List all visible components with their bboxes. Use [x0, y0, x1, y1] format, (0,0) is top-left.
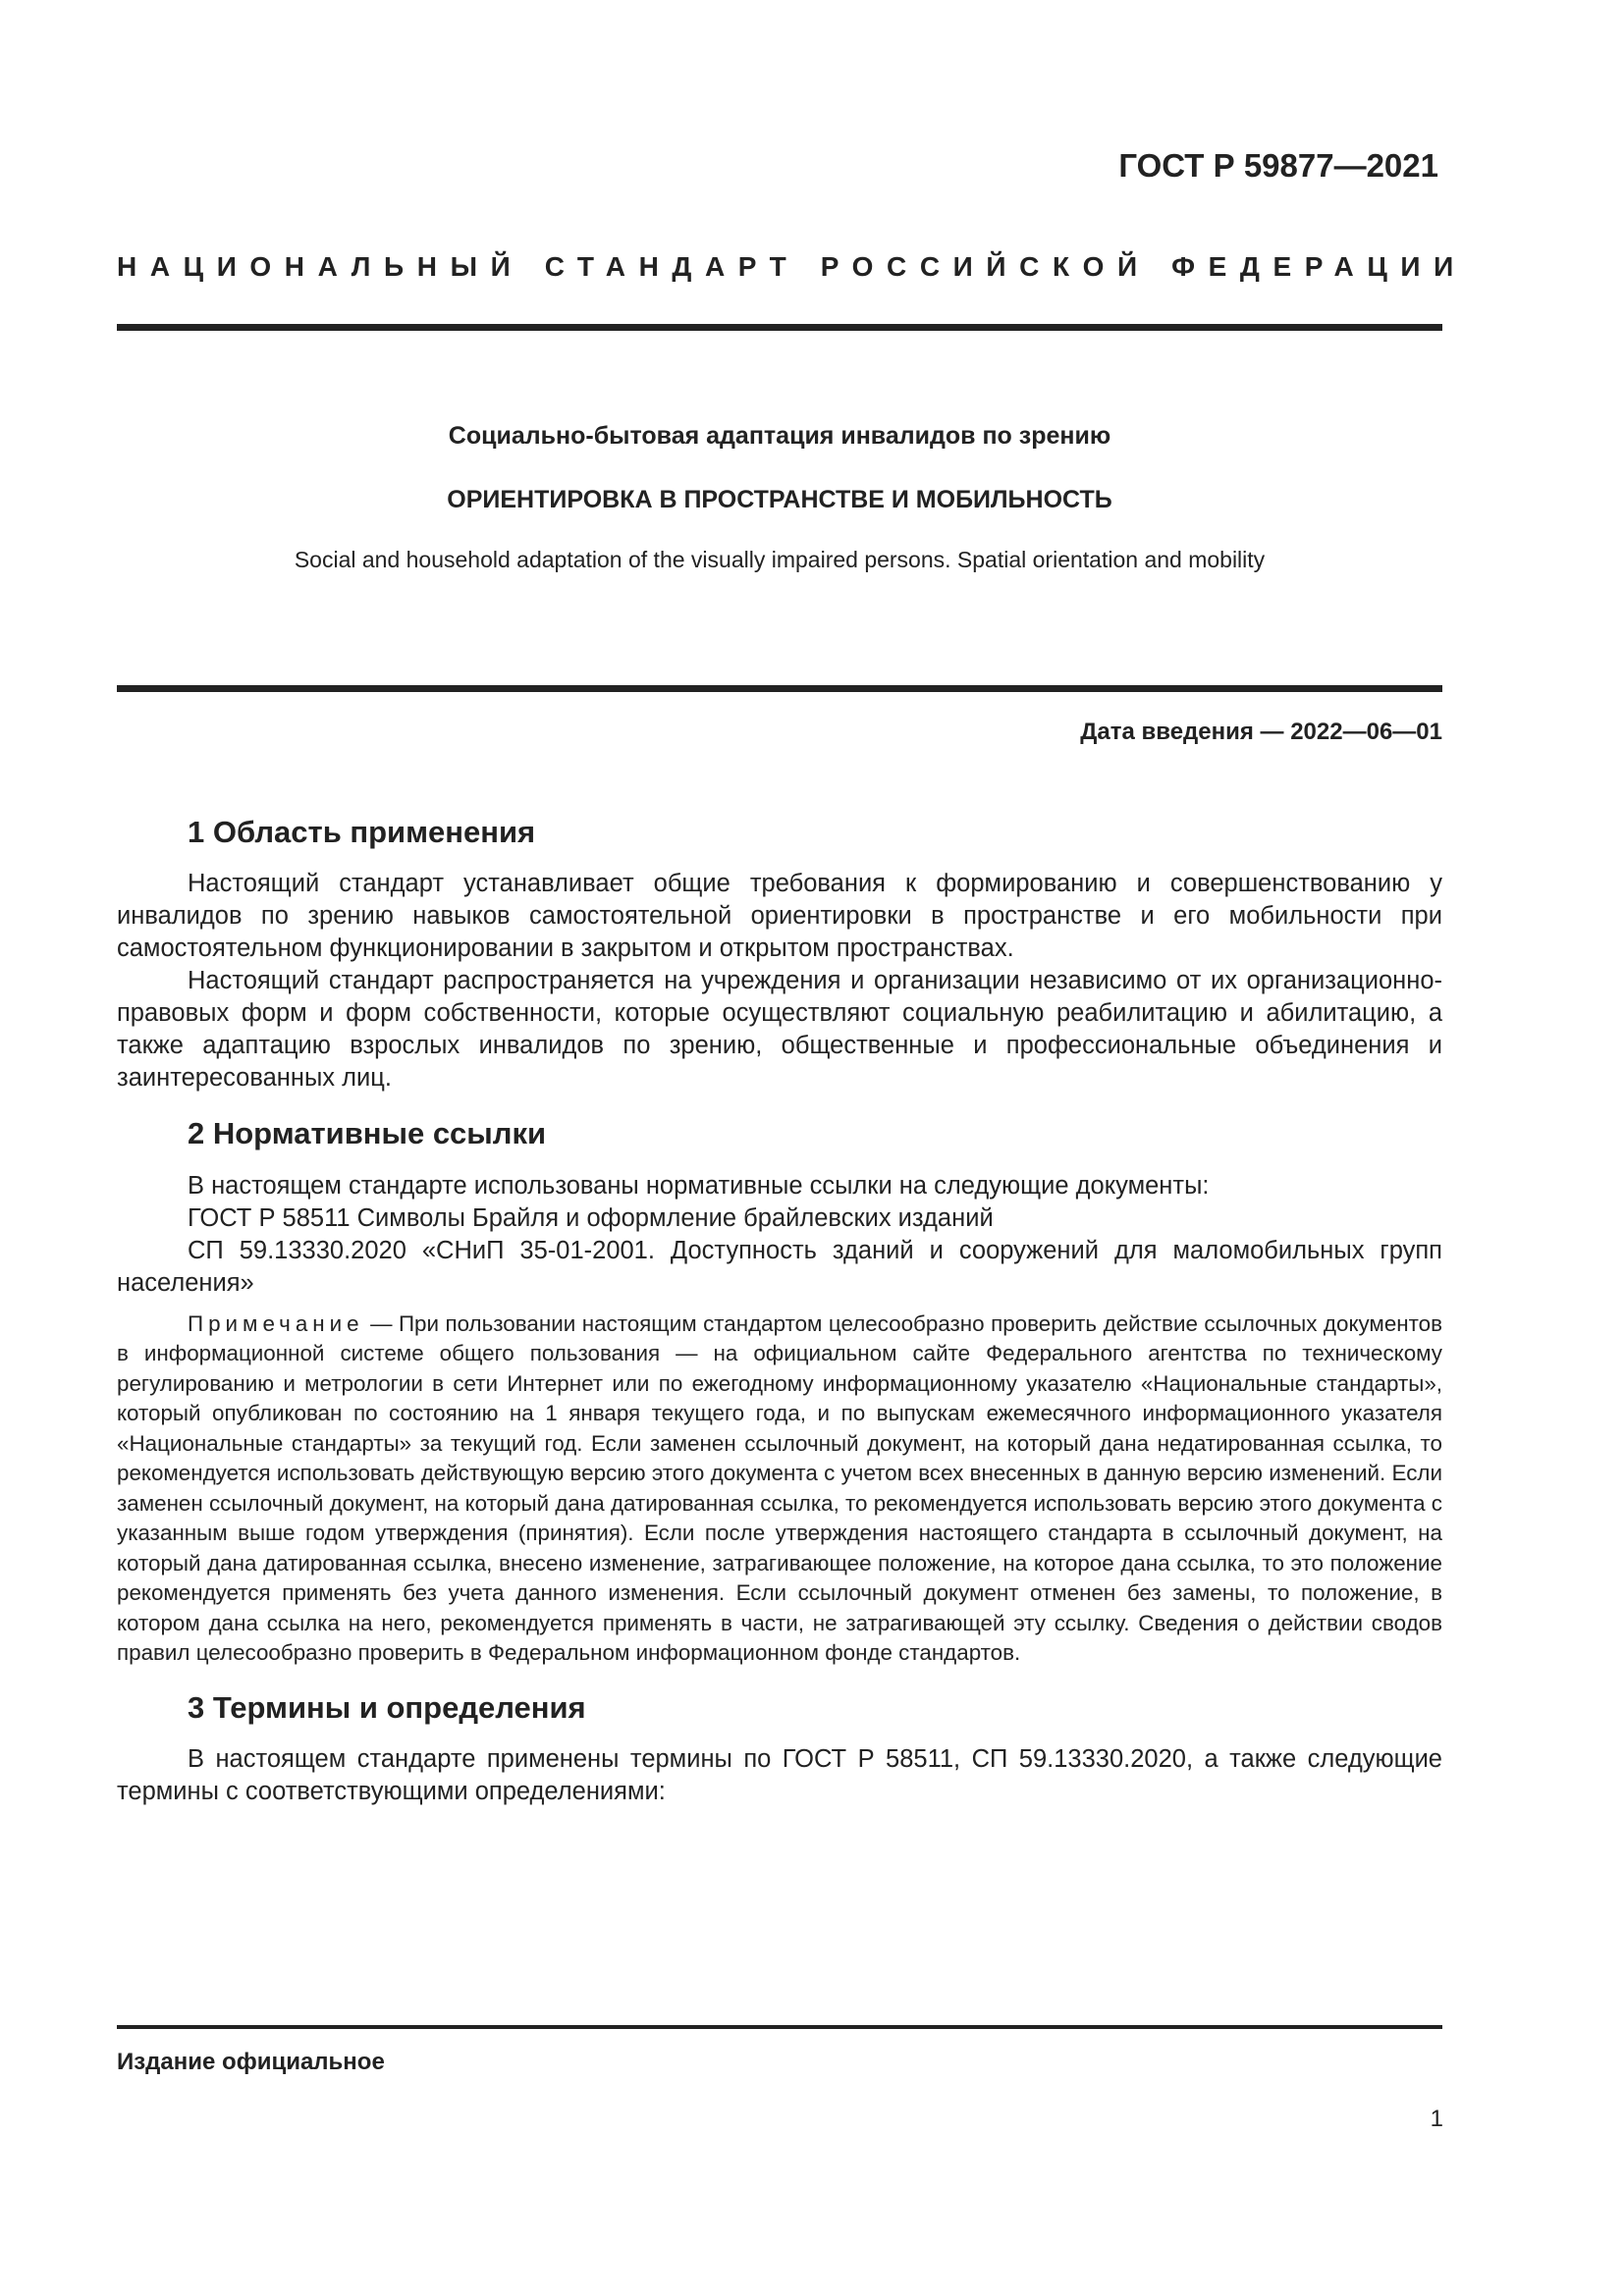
- title-divider: [117, 685, 1442, 692]
- note-label: Примечание: [188, 1310, 364, 1336]
- page-number: 1: [1430, 2106, 1443, 2132]
- header-divider: [117, 324, 1442, 331]
- section-2-note: [117, 1309, 1442, 1669]
- title-subtitle-ru: Социально-бытовая адаптация инвалидов по зрению: [448, 422, 1111, 450]
- section-2-reference-1: ГОСТ Р 58511 Символы Брайля и оформление брайлевских изданий: [188, 1203, 994, 1232]
- document-body: [117, 813, 1442, 1808]
- title-english: Social and household adaptation of the visually impaired persons. Spatial orientation and mobility: [294, 547, 1266, 572]
- footer-divider: [117, 2025, 1442, 2029]
- section-1-paragraph-2: Настоящий стандарт распространяется на учреждения и организации независимо от их организационно-правовых форм и форм собственности, которые осуществляют социальную реабилитацию и абилитацию, а также адаптацию взрослых инвалидов по зрению, общественные и профессиональные объединения и заинтересованных лиц.: [117, 967, 1442, 1093]
- introduction-date: Дата введения — 2022—06—01: [1080, 719, 1442, 745]
- edition-label: Издание официальное: [117, 2049, 385, 2075]
- section-2-reference-2: СП 59.13330.2020 «СНиП 35-01-2001. Доступность зданий и сооружений для маломобильных групп населения»: [117, 1236, 1442, 1297]
- section-1-heading: 1 Область применения: [188, 815, 536, 849]
- section-2-heading: 2 Нормативные ссылки: [188, 1116, 547, 1151]
- section-2-paragraph-1: В настоящем стандарте использованы нормативные ссылки на следующие документы:: [188, 1171, 1210, 1200]
- section-1-paragraph-1: Настоящий стандарт устанавливает общие требования к формированию и совершенствованию у инвалидов по зрению навыков самостоятельной ориентировки в пространстве и его мобильности при самостоятельном функционировании в закрытом и открытом пространствах.: [117, 870, 1442, 963]
- section-3-paragraph-1: В настоящем стандарте применены термины по ГОСТ Р 58511, СП 59.13330.2020, а также следующие термины с соответствующими определениями:: [117, 1744, 1442, 1805]
- note-text: — При пользовании настоящим стандартом целесообразно проверить действие ссылочных документов в информационной системе общего пользования — на официальном сайте Федерального агентства по техническому регулированию и метрологии в сети Интернет или по ежегодному информационному указателю «Национальные стандарты», который опубликован по состоянию на 1 января текущего года, и по выпускам ежемесячного информационного указателя «Национальные стандарты» за текущий год. Если заменен ссылочный документ, на который дана недатированная ссылка, то рекомендуется использовать действующую версию этого документа с учетом всех внесенных в данную версию изменений. Если заменен ссылочный документ, на который дана датированная ссылка, то рекомендуется использовать версию этого документа с указанным выше годом утверждения (принятия). Если после утверждения настоящего стандарта в ссылочный документ, на который дана датированная ссылка, внесено изменение, затрагивающее положение, на которое дана ссылка, то это положение рекомендуется применять без учета данного изменения. Если ссылочный документ отменен без замены, то положение, в котором дана ссылка на него, рекомендуется применять в части, не затрагивающей эту ссылку. Сведения о действии сводов правил целесообразно проверить в Федеральном информационном фонде стандартов.: [117, 1310, 1442, 1666]
- national-standard-banner: НАЦИОНАЛЬНЫЙ СТАНДАРТ РОССИЙСКОЙ ФЕДЕРАЦИИ: [117, 251, 1467, 282]
- title-main-ru: ОРИЕНТИРОВКА В ПРОСТРАНСТВЕ И МОБИЛЬНОСТЬ: [447, 486, 1112, 513]
- document-code: ГОСТ Р 59877—2021: [1118, 147, 1438, 184]
- section-3-heading: 3 Термины и определения: [188, 1689, 586, 1725]
